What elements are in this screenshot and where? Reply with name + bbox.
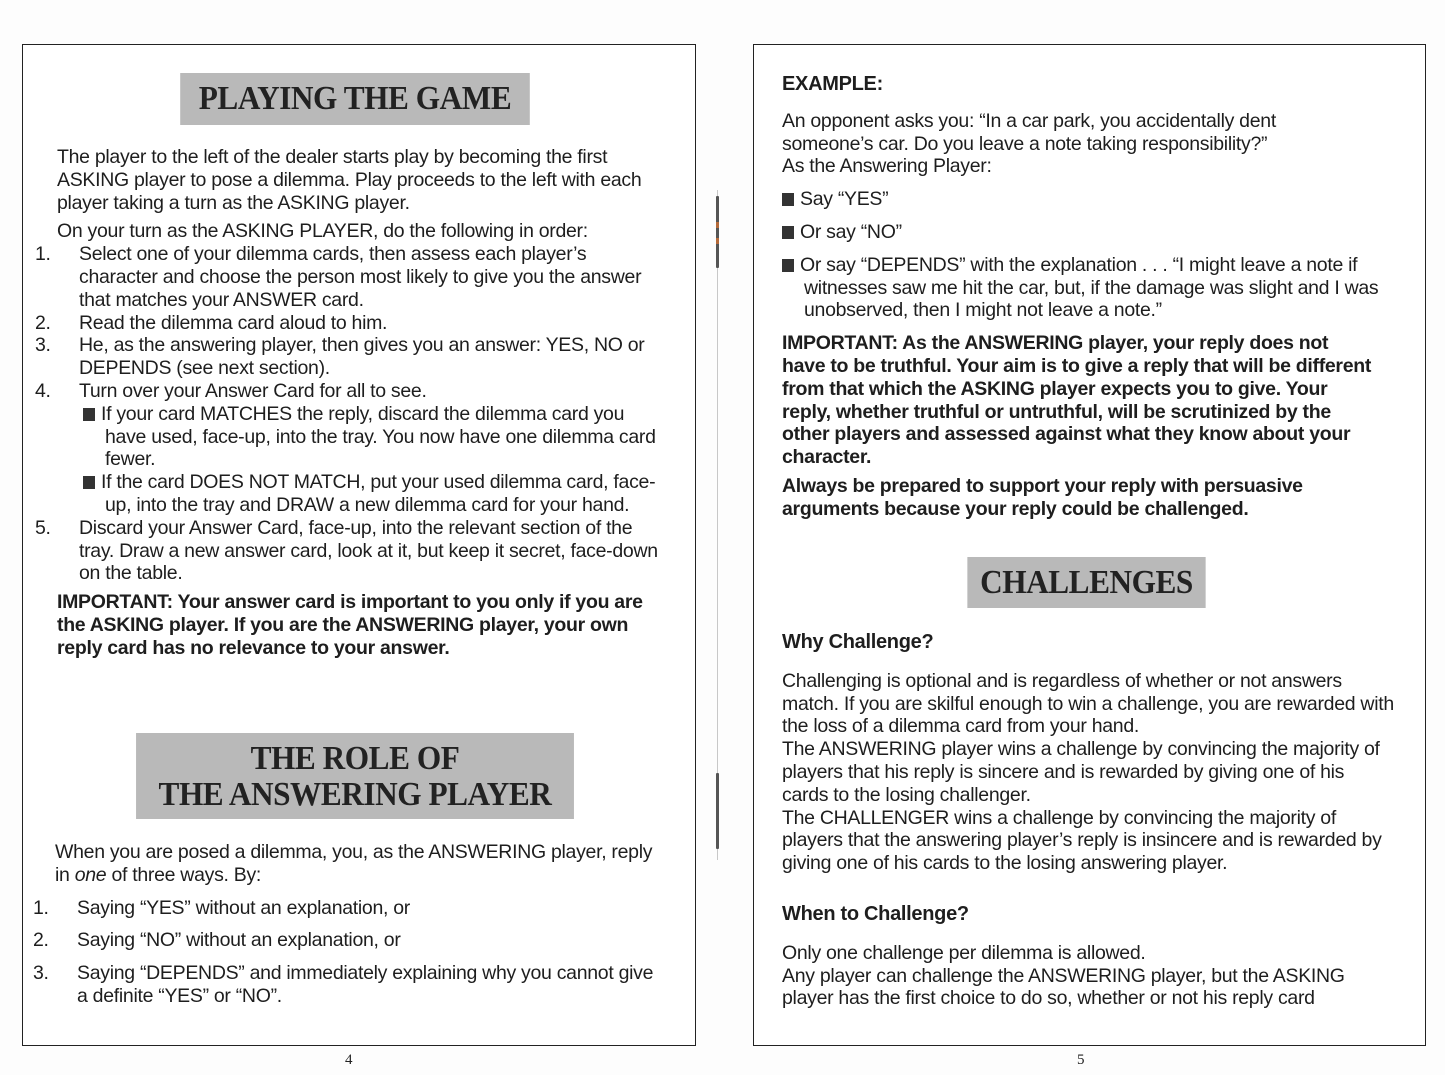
step4-bullet (83, 471, 667, 517)
square-bullet-icon (83, 408, 95, 421)
important-note: IMPORTANT: Your answer card is important to you only if you are the ASKING player. If you are the ANSWERING player, your own reply card has no relevance to your answer. (57, 591, 643, 659)
step-text: Select one of your dilemma cards, then assess each player’s character and choose the person most likely to give you the answer that matches your ANSWER card. (79, 243, 642, 311)
way-item (33, 962, 665, 1008)
step-number: 3. (35, 334, 51, 357)
step-item (35, 516, 667, 585)
step-number: 2. (35, 311, 51, 334)
step-text: He, as the answering player, then gives you an answer: YES, NO or DEPENDS (see next section). (79, 334, 645, 380)
staple-bottom (716, 773, 719, 849)
rust-mark (716, 238, 719, 244)
way-number: 2. (33, 929, 49, 952)
bullet-text: Or say “DEPENDS” with the explanation . . . “I might leave a note if witnesses saw me hit the car, but, if the damage was slight and I was unobserved, then I might not leave a note.” (800, 253, 1379, 322)
section-heading-playing-the-game: PLAYING THE GAME (180, 73, 530, 125)
rust-mark (716, 222, 719, 228)
intro-paragraph: The player to the left of the dealer starts play by becoming the first ASKING player to pose a dilemma. Play proceeds to the left with each player taking a turn as the ASKING player. (57, 146, 642, 214)
square-bullet-icon (782, 226, 794, 239)
intro-text-a: When you are posed a dilemma, you, as the ANSWERING player, reply in (55, 841, 653, 886)
step-number: 1. (35, 243, 51, 266)
bullet-text: If your card MATCHES the reply, discard the dilemma card you have used, face-up, into the tray. You now have one dilemma card fewer. (101, 402, 656, 471)
playing-the-game-body (35, 146, 667, 660)
step-item (35, 334, 667, 380)
example-section (782, 73, 1402, 521)
step-text: Discard your Answer Card, face-up, into the relevant section of the tray. Draw a new answer card, look at it, but keep it secret, face-down on the table. (79, 516, 658, 585)
why-challenge-heading: Why Challenge? (782, 631, 934, 653)
answering-intro (55, 841, 665, 887)
step-text: Read the dilemma card aloud to him. (79, 311, 388, 334)
heading-line-1: THE ROLE OF (250, 740, 460, 777)
example-bullet (782, 254, 1402, 322)
always-prepared-note: Always be prepared to support your reply with persuasive arguments because your reply could be challenged. (782, 474, 1303, 520)
section-heading-challenges: CHALLENGES (967, 557, 1205, 608)
example-bullet (782, 188, 1402, 211)
step-item (35, 379, 667, 403)
example-bullet (782, 221, 1402, 244)
square-bullet-icon (782, 259, 794, 272)
way-text: Saying “NO” without an explanation, or (77, 929, 401, 952)
why-paragraph: The CHALLENGER wins a challenge by convincing the majority of players that the answering player’s reply is insincere and is rewarded by giving one of his cards to the losing answering player. (782, 806, 1382, 875)
when-challenge-body (782, 942, 1402, 1010)
when-paragraph: Any player can challenge the ANSWERING player, but the ASKING player has the first choice to do so, whether or not his reply card (782, 964, 1345, 1010)
way-text: Saying “DEPENDS” and immediately explaining why you cannot give a definite “YES” or “NO”. (77, 962, 654, 1007)
square-bullet-icon (83, 476, 95, 489)
when-paragraph: Only one challenge per dilemma is allowed. (782, 941, 1146, 964)
why-challenge-body (782, 670, 1402, 875)
challenges-section (782, 631, 1402, 1010)
intro-text-b: of three ways. By: (106, 863, 262, 886)
way-text: Saying “YES” without an explanation, or (77, 896, 410, 919)
as-answering-player: As the Answering Player: (782, 155, 992, 178)
step-number: 5. (35, 516, 51, 539)
turn-intro: On your turn as the ASKING PLAYER, do the following in order: (57, 220, 588, 243)
way-item (33, 896, 665, 920)
step-number: 4. (35, 379, 51, 402)
section-heading-role-of-answering-player (136, 733, 574, 819)
bullet-text: If the card DOES NOT MATCH, put your used dilemma card, face-up, into the tray and DRAW a new dilemma card for your hand. (101, 471, 656, 516)
step-item (35, 311, 667, 335)
staple-top (716, 196, 719, 268)
page-number-right: 5 (1077, 1052, 1085, 1068)
example-question: An opponent asks you: “In a car park, you accidentally dent someone’s car. Do you leave a note taking responsibility?” (782, 109, 1276, 155)
way-item (33, 929, 665, 952)
way-number: 1. (33, 896, 49, 919)
booklet-spine (717, 190, 718, 860)
step-text: Turn over your Answer Card for all to see. (79, 379, 427, 402)
example-heading: EXAMPLE: (782, 73, 883, 95)
why-paragraph: The ANSWERING player wins a challenge by convincing the majority of players that his reply is sincere and is rewarded by giving one of his cards to the losing challenger. (782, 738, 1380, 806)
intro-emphasis: one (74, 863, 107, 886)
heading-line-2: THE ANSWERING PLAYER (158, 776, 552, 813)
square-bullet-icon (782, 193, 794, 206)
step4-bullet (83, 403, 667, 471)
way-number: 3. (33, 962, 49, 985)
answering-player-body (33, 841, 665, 1008)
bullet-text: Or say “NO” (800, 220, 902, 243)
page-number-left: 4 (345, 1052, 353, 1068)
step-item (35, 243, 667, 311)
important-note-answering: IMPORTANT: As the ANSWERING player, your reply does not have to be truthful. Your aim is to give a reply that will be different from that which the ASKING player expects you to give. Your reply, whether truthful or untruthful, will be scrutinized by the other players and assessed against what they know about your character. (782, 332, 1372, 469)
bullet-text: Say “YES” (800, 188, 889, 211)
why-paragraph: Challenging is optional and is regardless of whether or not answers match. If you are skilful enough to win a challenge, you are rewarded with the loss of a dilemma card from your hand. (782, 669, 1394, 738)
when-challenge-heading: When to Challenge? (782, 902, 969, 925)
